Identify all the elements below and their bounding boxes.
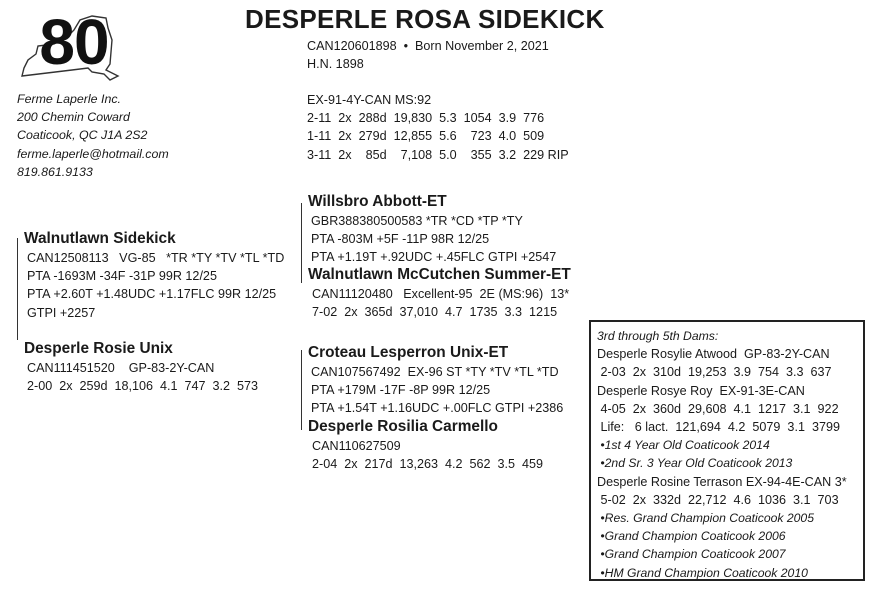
page-title: DESPERLE ROSA SIDEKICK bbox=[245, 4, 605, 34]
sire-block bbox=[24, 229, 284, 322]
sire-sire-block bbox=[308, 192, 556, 267]
animal-info bbox=[307, 37, 549, 73]
record-line: 3-11 2x 85d 7,108 5.0 355 3.2 229 RIP bbox=[307, 147, 569, 162]
classification-line: EX-91-4Y-CAN MS:92 bbox=[307, 93, 432, 107]
dam-block bbox=[24, 339, 258, 395]
sire-dam-line: 7-02 2x 365d 37,010 4.7 1735 3.3 1215 bbox=[312, 305, 558, 320]
sire-dam-block bbox=[308, 265, 571, 321]
award-line: •Grand Champion Coaticook 2007 bbox=[597, 547, 786, 562]
dam-record-line: Desperle Rosye Roy EX-91-3E-CAN bbox=[597, 383, 805, 398]
sire-sire-line: PTA +1.19T +.92UDC +.45FLC GTPI +2547 bbox=[311, 250, 557, 265]
dam-line: CAN111451520 GP-83-2Y-CAN bbox=[27, 361, 215, 375]
sire-sire-line: GBR388380500583 *TR *CD *TP *TY bbox=[311, 214, 523, 228]
dam-record-line: 4-05 2x 360d 29,608 4.1 1217 3.1 922 bbox=[597, 401, 839, 416]
seller-address: 200 Chemin Coward bbox=[17, 110, 130, 125]
seller-info bbox=[17, 90, 169, 181]
award-line: •1st 4 Year Old Coaticook 2014 bbox=[597, 438, 770, 453]
sire-bracket bbox=[301, 203, 302, 283]
animal-records bbox=[307, 91, 569, 164]
dam-dam-name: Desperle Rosilia Carmello bbox=[308, 418, 498, 435]
registration-line: CAN120601898 • Born November 2, 2021 bbox=[307, 39, 549, 53]
sire-dam-line: CAN11120480 Excellent-95 2E (MS:96) 13* bbox=[312, 287, 570, 301]
sire-name: Walnutlawn Sidekick bbox=[24, 230, 176, 247]
sire-sire-line: PTA -803M +5F -11P 98R 12/25 bbox=[311, 232, 490, 247]
sire-dam-name: Walnutlawn McCutchen Summer-ET bbox=[308, 266, 571, 283]
record-line: 1-11 2x 279d 12,855 5.6 723 4.0 509 bbox=[307, 129, 545, 144]
dam-record-line: 2-03 2x 310d 19,253 3.9 754 3.3 637 bbox=[597, 365, 832, 380]
seller-name: Ferme Laperle Inc. bbox=[17, 92, 121, 106]
seller-email: ferme.laperle@hotmail.com bbox=[17, 146, 169, 161]
award-line: •Grand Champion Coaticook 2006 bbox=[597, 529, 786, 544]
sire-line: GTPI +2257 bbox=[27, 305, 96, 320]
award-line: •HM Grand Champion Coaticook 2010 bbox=[597, 565, 808, 580]
dam-sire-line: PTA +1.54T +1.16UDC +.00FLC GTPI +2386 bbox=[311, 401, 564, 416]
lot-number: 80 bbox=[39, 6, 109, 78]
award-line: •Res. Grand Champion Coaticook 2005 bbox=[597, 511, 814, 526]
dam-record-line: Desperle Rosine Terrason EX-94-4E-CAN 3* bbox=[597, 474, 847, 489]
dam-dam-line: CAN110627509 bbox=[312, 439, 401, 453]
dam-record-line: Life: 6 lact. 121,694 4.2 5079 3.1 3799 bbox=[597, 420, 840, 435]
dam-line: 2-00 2x 259d 18,106 4.1 747 3.2 573 bbox=[27, 379, 259, 394]
dam-dam-line: 2-04 2x 217d 13,263 4.2 562 3.5 459 bbox=[312, 457, 544, 472]
dams-box bbox=[589, 320, 865, 581]
dams-box-header: 3rd through 5th Dams: bbox=[597, 329, 719, 343]
dam-name: Desperle Rosie Unix bbox=[24, 340, 173, 357]
sire-line: PTA +2.60T +1.48UDC +1.17FLC 99R 12/25 bbox=[27, 287, 277, 302]
sire-line: CAN12508113 VG-85 *TR *TY *TV *TL *TD bbox=[27, 251, 285, 265]
award-line: •2nd Sr. 3 Year Old Coaticook 2013 bbox=[597, 456, 793, 471]
dam-sire-name: Croteau Lesperron Unix-ET bbox=[308, 344, 509, 361]
seller-phone: 819.861.9133 bbox=[17, 164, 93, 179]
dam-dam-block bbox=[308, 417, 543, 473]
record-line: 2-11 2x 288d 19,830 5.3 1054 3.9 776 bbox=[307, 111, 545, 126]
dam-bracket bbox=[301, 350, 302, 430]
dam-sire-line: PTA +179M -17F -8P 99R 12/25 bbox=[311, 383, 491, 398]
dam-sire-line: CAN107567492 EX-96 ST *TY *TV *TL *TD bbox=[311, 365, 559, 379]
pedigree-bracket bbox=[17, 238, 18, 340]
dam-sire-block bbox=[308, 343, 563, 418]
sire-sire-name: Willsbro Abbott-ET bbox=[308, 193, 447, 210]
seller-city: Coaticook, QC J1A 2S2 bbox=[17, 128, 148, 143]
dam-record-line: Desperle Rosylie Atwood GP-83-2Y-CAN bbox=[597, 347, 830, 362]
dam-record-line: 5-02 2x 332d 22,712 4.6 1036 3.1 703 bbox=[597, 492, 839, 507]
sire-line: PTA -1693M -34F -31P 99R 12/25 bbox=[27, 269, 217, 284]
herd-number-line: H.N. 1898 bbox=[307, 57, 364, 72]
